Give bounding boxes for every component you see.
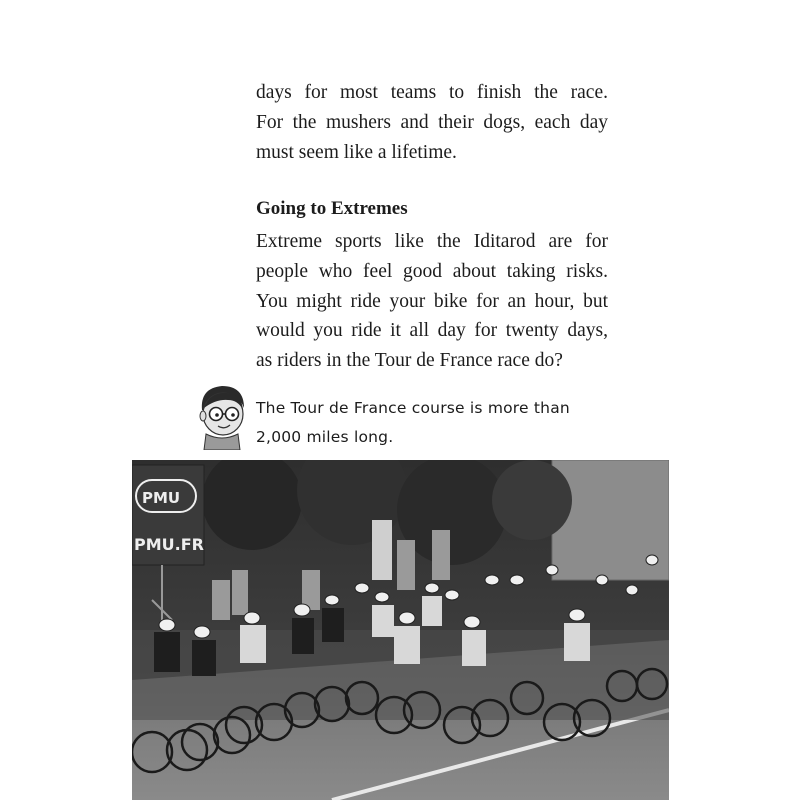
text-line: must seem like a lifetime. (256, 141, 457, 163)
text-line: people who feel good about taking risks. (256, 260, 608, 282)
section-heading: Going to Extremes (256, 198, 408, 219)
cyclists-photo (132, 460, 669, 800)
fact-line: 2,000 miles long. (256, 428, 394, 446)
kid-avatar-icon (192, 380, 252, 450)
banner-url-text: PMU.FR (134, 535, 204, 554)
text-line: You might ride your bike for an hour, but (256, 290, 608, 312)
text-line: Extreme sports like the Iditarod are for (256, 231, 608, 252)
text-line: For the mushers and their dogs, each day (256, 111, 608, 133)
text-line: would you ride it all day for twenty days, (256, 320, 608, 342)
paragraph-extremes (256, 227, 608, 376)
fact-line: The Tour de France course is more than (256, 399, 570, 417)
fun-fact-callout (256, 394, 616, 452)
banner-logo-text: PMU (142, 489, 181, 507)
paragraph-intro (256, 78, 608, 167)
text-line: as riders in the Tour de France race do? (256, 350, 563, 372)
text-line: days for most teams to finish the race. (256, 82, 608, 103)
